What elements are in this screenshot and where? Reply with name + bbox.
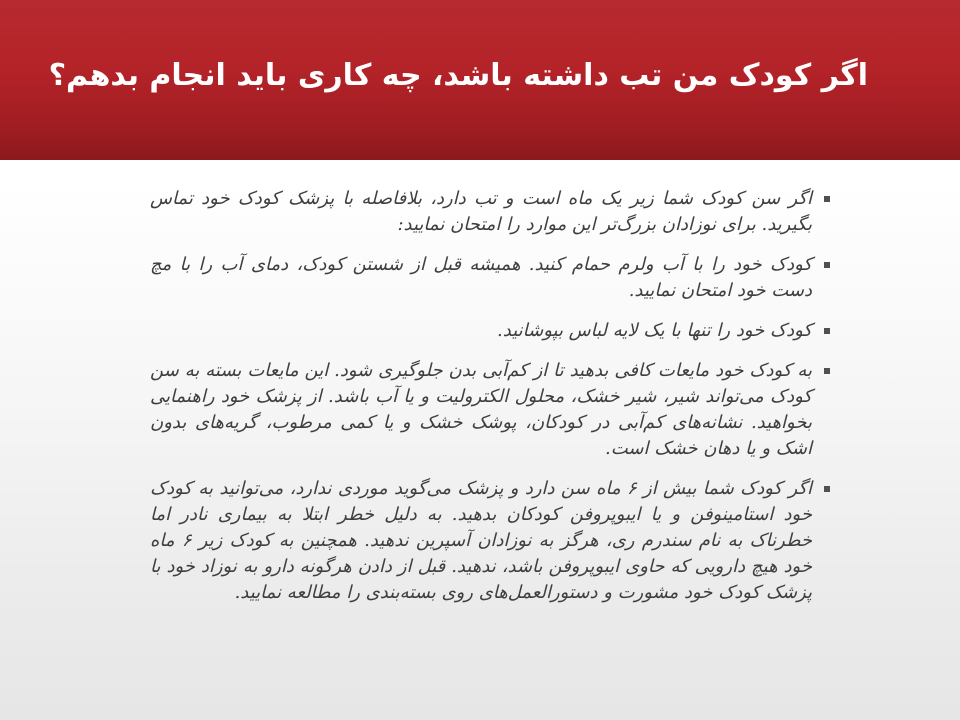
- square-bullet-icon: [824, 486, 830, 492]
- slide-title: اگر کودک من تب داشته باشد، چه کاری باید انجام بدهم؟: [48, 58, 868, 93]
- bullet-item: [150, 476, 830, 606]
- bullet-item: [150, 358, 830, 462]
- bullet-text: اگر سن کودک شما زیر یک ماه است و تب دارد، بلافاصله با پزشک کودک خود تماس بگیرید. برای نوزادان بزرگ‌تر این موارد را امتحان نمایید:: [150, 188, 812, 235]
- bullet-text: اگر کودک شما بیش از ۶ ماه سن دارد و پزشک می‌گوید موردی ندارد، می‌توانید به کودک خود استامینوفن و یا ایبوپروفن کودکان بدهید. به دلیل خطر ابتلا به بیماری نادر اما خطرناک به نام سندرم ری، هرگز به نوزادان آسپرین ندهید. همچنین به کودک زیر ۶ ماه خود هیچ دارویی که حاوی ایبوپروفن باشد، ندهید. قبل از دادن هرگونه دارو به نوزاد خود با پزشک کودک خود مشورت و دستورالعمل‌های روی بسته‌بندی را مطالعه نمایید.: [150, 478, 813, 603]
- title-banner: [0, 0, 960, 160]
- bullet-text: کودک خود را تنها با یک لایه لباس بپوشانید.: [497, 320, 812, 341]
- square-bullet-icon: [824, 196, 830, 202]
- bullet-item: [150, 186, 830, 238]
- square-bullet-icon: [824, 262, 830, 268]
- square-bullet-icon: [824, 368, 830, 374]
- bullet-text: کودک خود را با آب ولرم حمام کنید. همیشه قبل از شستن کودک، دمای آب را با مچ دست خود امتحان نمایید.: [150, 254, 812, 301]
- bullet-text: به کودک خود مایعات کافی بدهید تا از کم‌آبی بدن جلوگیری شود. این مایعات بسته به سن کودک می‌تواند شیر، شیر خشک، محلول الکترولیت و یا آب باشد. از پزشک خود راهنمایی بخواهید. نشانه‌های کم‌آبی در کودکان، پوشک خشک و یا کمی مرطوب، گریه‌های بدون اشک و یا دهان خشک است.: [150, 360, 812, 459]
- bullet-item: [150, 252, 830, 304]
- bullet-item: [150, 318, 830, 344]
- square-bullet-icon: [824, 328, 830, 334]
- bullet-list: [150, 186, 830, 620]
